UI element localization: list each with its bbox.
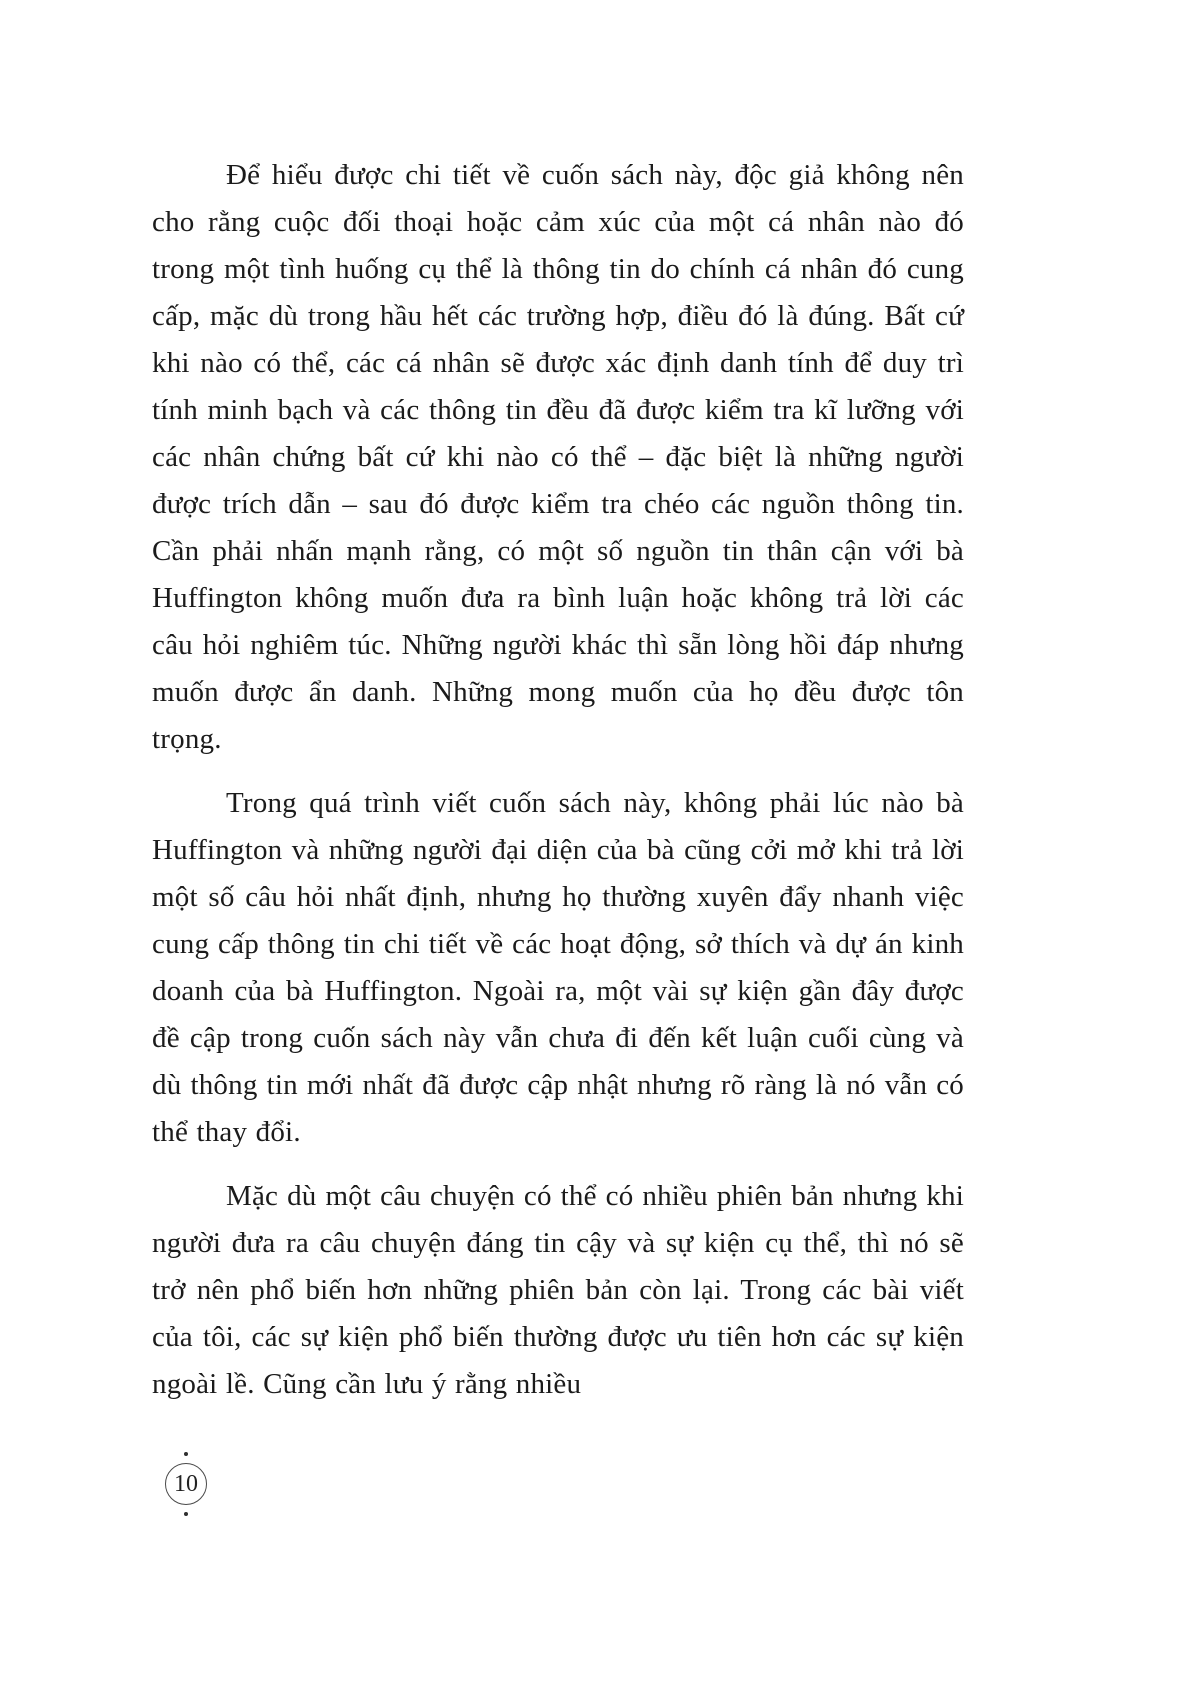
ornament-dot-top bbox=[184, 1452, 188, 1456]
page-number-ornament bbox=[162, 1452, 210, 1516]
page-number: 10 bbox=[174, 1471, 198, 1497]
paragraph-3: Mặc dù một câu chuyện có thể có nhiều phiên bản nhưng khi người đưa ra câu chuyện đáng tin cậy và sự kiện cụ thể, thì nó sẽ trở nên phổ biến hơn những phiên bản còn lại. Trong các bài viết của tôi, các sự kiện phổ biến thường được ưu tiên hơn các sự kiện ngoài lề. Cũng cần lưu ý rằng nhiều bbox=[152, 1180, 964, 1400]
ornament-dot-bottom bbox=[184, 1512, 188, 1516]
page-content bbox=[152, 152, 964, 1425]
page-number-badge bbox=[165, 1463, 207, 1505]
paragraph-1: Để hiểu được chi tiết về cuốn sách này, độc giả không nên cho rằng cuộc đối thoại hoặc cảm xúc của một cá nhân nào đó trong một tình huống cụ thể là thông tin do chính cá nhân đó cung cấp, mặc dù trong hầu hết các trường hợp, điều đó là đúng. Bất cứ khi nào có thể, các cá nhân sẽ được xác định danh tính để duy trì tính minh bạch và các thông tin đều đã được kiểm tra kĩ lưỡng với các nhân chứng bất cứ khi nào có thể – đặc biệt là những người được trích dẫn – sau đó được kiểm tra chéo các nguồn thông tin. Cần phải nhấn mạnh rằng, có một số nguồn tin thân cận với bà Huffington không muốn đưa ra bình luận hoặc không trả lời các câu hỏi nghiêm túc. Những người khác thì sẵn lòng hồi đáp nhưng muốn được ẩn danh. Những mong muốn của họ đều được tôn trọng. bbox=[152, 159, 964, 755]
paragraph-2: Trong quá trình viết cuốn sách này, không phải lúc nào bà Huffington và những người đại diện của bà cũng cởi mở khi trả lời một số câu hỏi nhất định, nhưng họ thường xuyên đẩy nhanh việc cung cấp thông tin chi tiết về các hoạt động, sở thích và dự án kinh doanh của bà Huffington. Ngoài ra, một vài sự kiện gần đây được đề cập trong cuốn sách này vẫn chưa đi đến kết luận cuối cùng và dù thông tin mới nhất đã được cập nhật nhưng rõ ràng là nó vẫn có thể thay đổi. bbox=[152, 787, 964, 1148]
